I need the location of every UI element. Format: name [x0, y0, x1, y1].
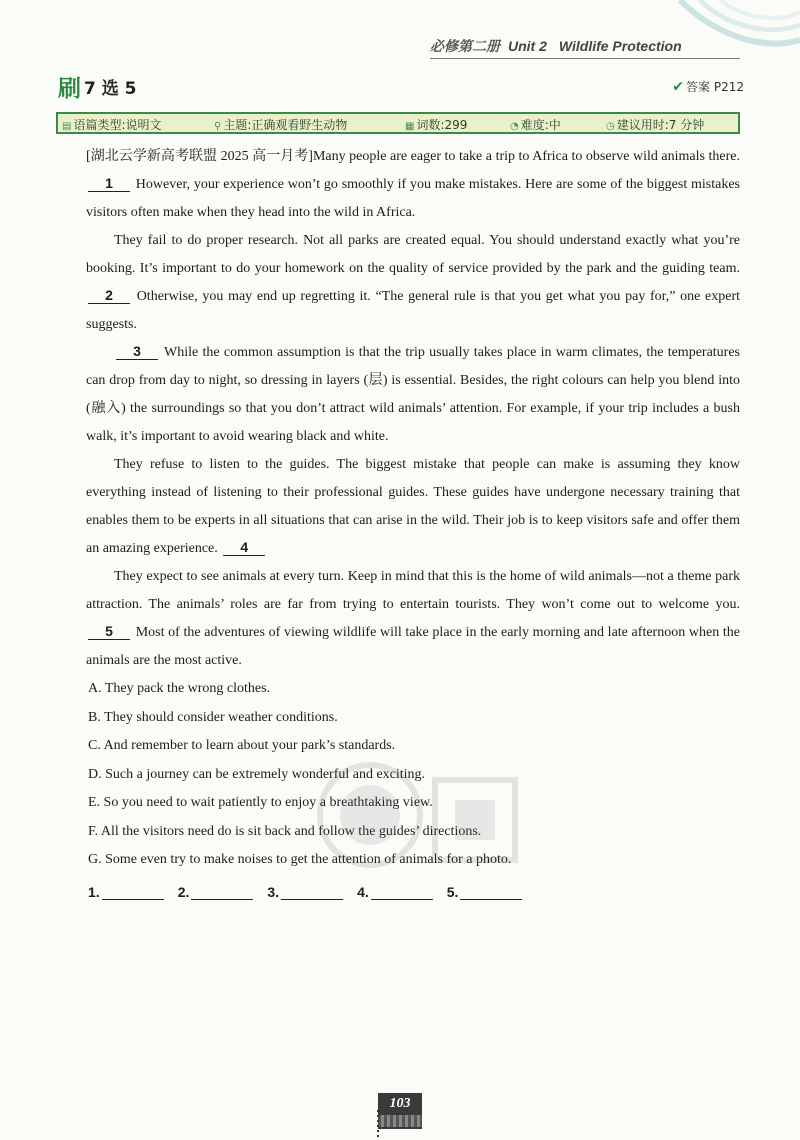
unit-title: Wildlife Protection	[558, 38, 682, 54]
answer-line	[460, 885, 522, 900]
paragraph-2: They fail to do proper research. Not all parks are created equal. You should understand exactly what you’re booking. It’s important to do your homework on the quality of service provided by the park and the guiding team. 2 Otherwise, you may end up regretting it. “The general rule is that you get what you pay for,” one expert suggests.	[86, 233, 741, 332]
running-header	[430, 36, 740, 59]
option-g: G. Some even try to make noises to get the attention of animals for a photo.	[88, 852, 512, 867]
answer-slot-1[interactable]: 1.	[88, 884, 164, 900]
blank-3: 3	[116, 343, 158, 360]
answer-slot-5[interactable]: 5.	[447, 884, 523, 900]
answer-slot-2[interactable]: 2.	[178, 884, 254, 900]
reading-passage	[86, 143, 740, 875]
section-title: 7 选 5	[84, 79, 137, 99]
answer-page-ref: 答案 P212	[686, 80, 744, 94]
source-tag: [湖北云学新高考联盟 2025 高一月考]	[86, 149, 313, 164]
answer-row	[88, 884, 522, 900]
answer-slot-3[interactable]: 3.	[267, 884, 343, 900]
option-a: A. They pack the wrong clothes.	[88, 681, 271, 696]
section-title-row	[58, 70, 748, 100]
option-d: D. Such a journey can be extremely wonderful and exciting.	[88, 766, 426, 782]
gauge-icon: ◔	[510, 121, 519, 132]
blank-1: 1	[88, 175, 130, 192]
answer-line	[102, 885, 164, 900]
blank-5: 5	[88, 623, 130, 640]
page-dots	[377, 1110, 379, 1138]
answer-line	[191, 885, 253, 900]
clock-icon: ◷	[606, 121, 615, 132]
option-c: C. And remember to learn about your park’s standards.	[88, 738, 396, 753]
unit-label: Unit 2	[508, 38, 547, 54]
book-name: 必修第二册	[430, 38, 500, 54]
answer-reference	[672, 78, 744, 95]
paragraph-1: [湖北云学新高考联盟 2025 高一月考]Many people are eager to take a trip to Africa to observe wild animals there. 1 However, your experience won’t go smoothly if you make mistakes. Here are some of the biggest mistakes visitors often make when they head into the wild in Africa.	[86, 149, 740, 220]
genre-info: ▤ 语篇类型:说明文	[62, 118, 162, 132]
book-icon: ▤	[62, 121, 72, 132]
time-info: ◷ 建议用时:7 分钟	[606, 118, 705, 132]
answer-slot-4[interactable]: 4.	[357, 884, 433, 900]
option-b: B. They should consider weather conditions.	[88, 709, 338, 725]
answer-line	[371, 885, 433, 900]
paragraph-4: They refuse to listen to the guides. The biggest mistake that people can make is assuming they know everything instead of listening to their professional guides. These guides have undergone necessary training that enables them to be experts in all situations that can arise in the wild. Their job is to keep visitors safe and offer them an amazing experience. 4	[86, 457, 740, 556]
word-count-info: ▦ 词数:299	[405, 118, 468, 132]
answer-line	[281, 885, 343, 900]
words-icon: ▦	[405, 121, 415, 132]
paragraph-5: They expect to see animals at every turn. Keep in mind that this is the home of wild animals—not a theme park attraction. The animals’ roles are far from trying to entertain tourists. They won’t come out to welcome you. 5 Most of the adventures of viewing wildlife will take place in the early morning and late afternoon when the animals are the most active.	[86, 569, 740, 668]
difficulty-info: ◔ 难度:中	[510, 118, 561, 132]
paragraph-3: 3 While the common assumption is that the trip usually takes place in warm climates, the temperatures can drop from day to night, so dressing in layers (层) is essential. Besides, the right colours can help you blend into (融入) the surroundings so that you don’t attract wild animals’ attention. For example, if your trip includes a bush walk, it’s important to avoid wearing black and white.	[86, 343, 740, 444]
option-e: E. So you need to wait patiently to enjoy a breathtaking view.	[88, 795, 433, 810]
blank-2: 2	[88, 287, 130, 304]
blank-4: 4	[223, 539, 265, 556]
check-icon: ✔	[672, 78, 685, 95]
magnifier-icon: ⚲	[214, 121, 222, 132]
theme-info: ⚲ 主题:正确观看野生动物	[214, 118, 348, 132]
page-number: 103	[378, 1093, 422, 1129]
option-f: F. All the visitors need do is sit back and follow the guides’ directions.	[88, 823, 482, 839]
options-list	[86, 675, 740, 875]
brand-logo: 刷	[58, 76, 81, 102]
passage-info-bar	[56, 112, 740, 134]
